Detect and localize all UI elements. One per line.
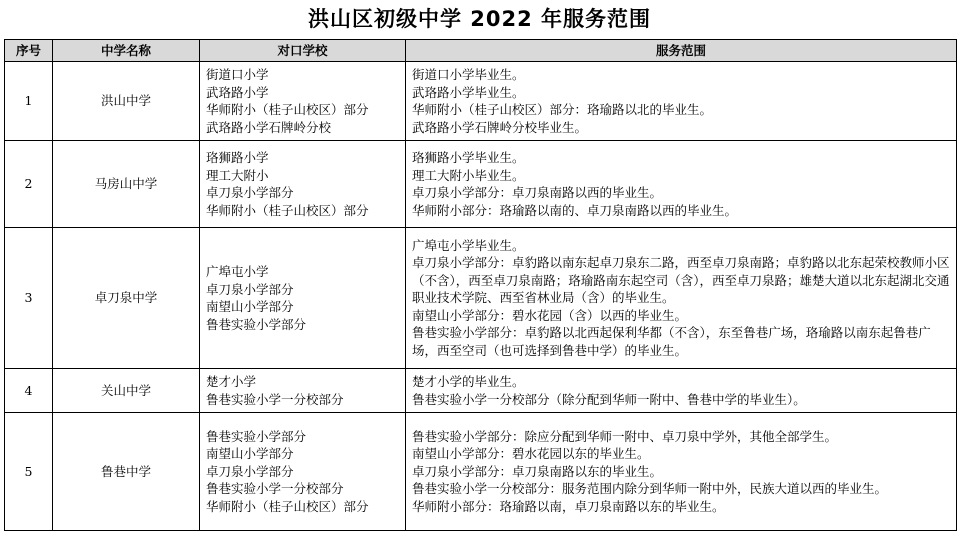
scope-line: 楚才小学的毕业生。 (412, 374, 525, 389)
header-feeder-schools: 对口学校 (200, 40, 406, 62)
scope-line: 武珞路小学石牌岭分校毕业生。 (412, 119, 588, 135)
feeder-schools-cell (200, 369, 406, 413)
feeder-school: 南望山小学部分 (206, 446, 294, 462)
feeder-schools-cell (200, 228, 406, 369)
feeder-school: 街道口小学 (206, 67, 269, 82)
table-row (5, 62, 957, 141)
table-row (5, 141, 957, 228)
feeder-school: 武珞路小学石牌岭分校 (206, 119, 332, 135)
feeder-school: 华师附小（桂子山校区）部分 (206, 498, 369, 514)
table-header-row (5, 40, 957, 62)
service-scope-cell (406, 141, 957, 228)
scope-line: 鲁巷实验小学部分：卓豹路以北西起保利华都（不含），东至鲁巷广场，珞瑜路以南东起鲁巷广场，西至空司（也可选择到鲁巷中学）的毕业生。 (412, 325, 931, 358)
feeder-schools-cell (200, 62, 406, 141)
row-index: 4 (5, 369, 53, 413)
scope-line: 鲁巷实验小学一分校部分（除分配到华师一附中、鲁巷中学的毕业生）。 (412, 391, 806, 407)
document-title: 洪山区初级中学 2022 年服务范围 (307, 7, 652, 31)
scope-line: 理工大附小毕业生。 (412, 167, 525, 183)
middle-school-name: 马房山中学 (53, 141, 200, 228)
feeder-school: 鲁巷实验小学部分 (206, 316, 307, 332)
feeder-school: 鲁巷实验小学一分校部分 (206, 481, 344, 497)
feeder-school: 鲁巷实验小学部分 (206, 428, 307, 444)
feeder-school: 卓刀泉小学部分 (206, 463, 294, 479)
feeder-school: 广埠屯小学 (206, 264, 269, 279)
feeder-school: 理工大附小 (206, 167, 269, 183)
feeder-school: 卓刀泉小学部分 (206, 281, 294, 297)
service-scope-table (4, 39, 957, 531)
middle-school-name: 鲁巷中学 (53, 413, 200, 531)
service-scope-cell (406, 413, 957, 531)
header-school-name: 中学名称 (53, 40, 200, 62)
scope-line: 南望山小学部分：碧水花园（含）以西的毕业生。 (412, 307, 688, 323)
feeder-schools-cell (200, 141, 406, 228)
scope-line: 武珞路小学毕业生。 (412, 84, 525, 100)
feeder-schools-cell (200, 413, 406, 531)
feeder-school: 华师附小（桂子山校区）部分 (206, 202, 369, 218)
header-index: 序号 (5, 40, 53, 62)
scope-line: 广埠屯小学毕业生。 (412, 237, 525, 253)
scope-line: 南望山小学部分：碧水花园以东的毕业生。 (412, 446, 650, 462)
middle-school-name: 卓刀泉中学 (53, 228, 200, 369)
scope-line: 卓刀泉小学部分：卓豹路以南东起卓刀泉东二路，西至卓刀泉南路；卓豹路以北东起荣校教师小区（不含），西至卓刀泉南路；珞瑜路南东起空司（含），西至卓刀泉路；雄楚大道以北东起湖北交通职业技术学院、西至省林业局（含）的毕业生。 (412, 255, 950, 306)
row-index: 3 (5, 228, 53, 369)
table-row (5, 413, 957, 531)
scope-line: 华师附小部分：珞瑜路以南的、卓刀泉南路以西的毕业生。 (412, 202, 738, 218)
feeder-school: 南望山小学部分 (206, 299, 294, 314)
middle-school-name: 关山中学 (53, 369, 200, 413)
feeder-school: 武珞路小学 (206, 84, 269, 100)
scope-line: 华师附小（桂子山校区）部分：珞瑜路以北的毕业生。 (412, 102, 713, 117)
feeder-school: 珞狮路小学 (206, 150, 269, 165)
scope-line: 珞狮路小学毕业生。 (412, 150, 525, 165)
table-row (5, 228, 957, 369)
feeder-school: 华师附小（桂子山校区）部分 (206, 102, 369, 117)
scope-line: 卓刀泉小学部分：卓刀泉南路以西的毕业生。 (412, 185, 663, 200)
header-service-scope: 服务范围 (406, 40, 957, 62)
row-index: 1 (5, 62, 53, 141)
row-index: 5 (5, 413, 53, 531)
scope-line: 卓刀泉小学部分：卓刀泉南路以东的毕业生。 (412, 463, 663, 479)
feeder-school: 鲁巷实验小学一分校部分 (206, 391, 344, 407)
scope-line: 鲁巷实验小学部分：除应分配到华师一附中、卓刀泉中学外，其他全部学生。 (412, 428, 838, 444)
service-scope-cell (406, 62, 957, 141)
feeder-school: 楚才小学 (206, 374, 257, 389)
middle-school-name: 洪山中学 (53, 62, 200, 141)
service-scope-cell (406, 369, 957, 413)
scope-line: 街道口小学毕业生。 (412, 67, 525, 82)
service-scope-cell (406, 228, 957, 369)
scope-line: 华师附小部分：珞瑜路以南，卓刀泉南路以东的毕业生。 (412, 498, 725, 514)
row-index: 2 (5, 141, 53, 228)
table-row (5, 369, 957, 413)
scope-line: 鲁巷实验小学一分校部分：服务范围内除分到华师一附中外，民族大道以西的毕业生。 (412, 481, 888, 497)
feeder-school: 卓刀泉小学部分 (206, 185, 294, 200)
